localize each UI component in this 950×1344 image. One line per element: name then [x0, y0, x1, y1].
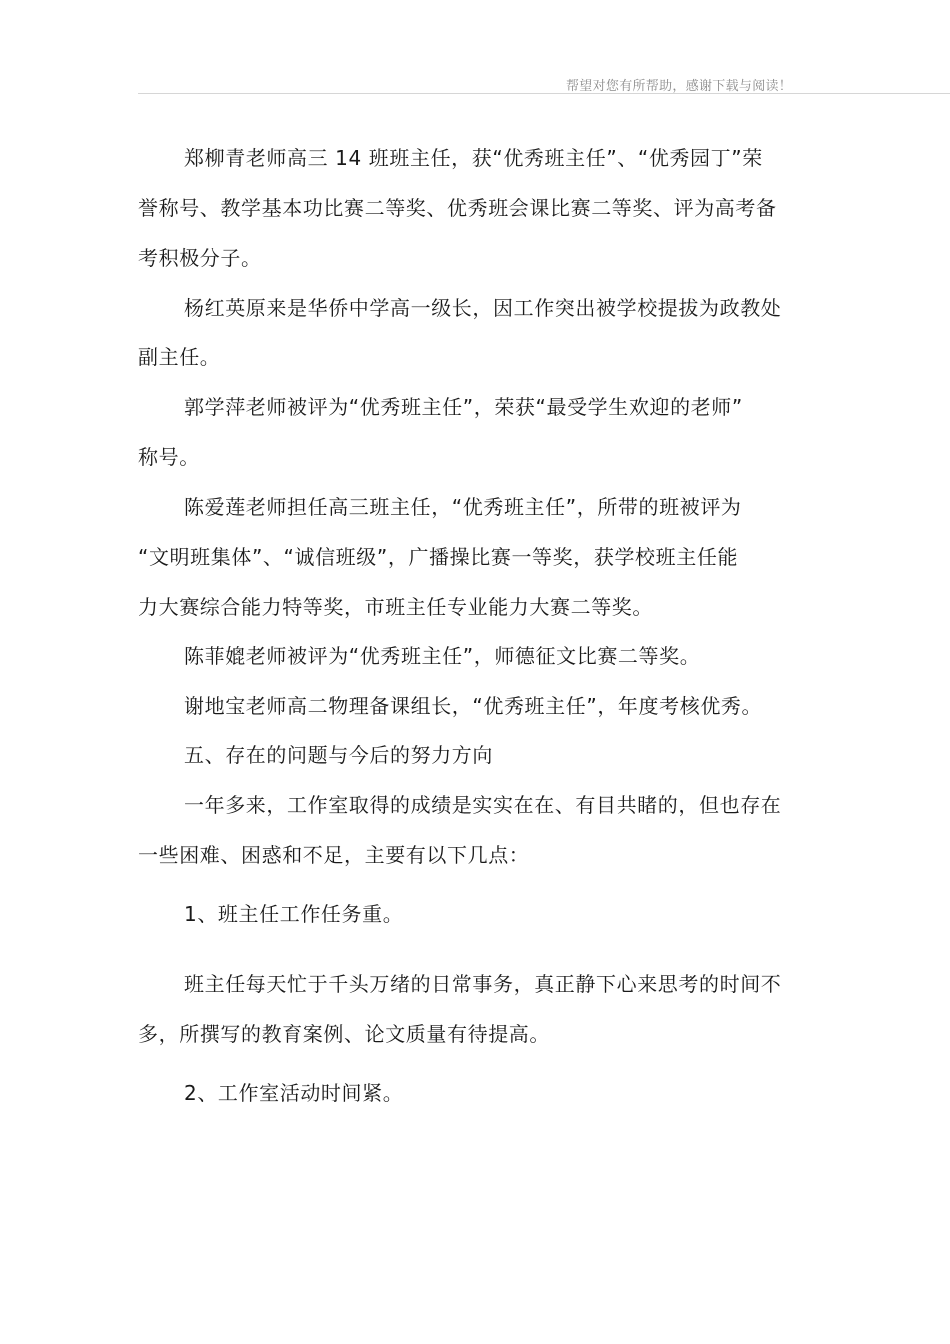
text-line: 谢地宝老师高二物理备课组长，“优秀班主任”，年度考核优秀。: [184, 694, 763, 718]
text-line: 称号。: [138, 445, 200, 469]
text-line: 郭学萍老师被评为“优秀班主任”，荣获“最受学生欢迎的老师”: [184, 395, 743, 419]
text-line: 考积极分子。: [138, 246, 262, 270]
text-line: 誉称号、教学基本功比赛二等奖、优秀班会课比赛二等奖、评为高考备: [138, 196, 777, 220]
text-line: 力大赛综合能力特等奖，市班主任专业能力大赛二等奖。: [138, 595, 653, 619]
list-item-heading: 2、工作室活动时间紧。: [184, 1081, 404, 1105]
text-line: 陈菲媲老师被评为“优秀班主任”，师德征文比赛二等奖。: [184, 644, 701, 668]
text-line: 班主任每天忙于千头万绪的日常事务，真正静下心来思考的时间不: [184, 972, 782, 996]
text-line: 多，所撰写的教育案例、论文质量有待提高。: [138, 1022, 550, 1046]
header-note: 帮望对您有所帮助，感谢下载与阅读！: [566, 79, 793, 94]
section-heading: 五、存在的问题与今后的努力方向: [184, 743, 493, 767]
text-line: 一些困难、困惑和不足，主要有以下几点：: [138, 843, 530, 867]
text-line: 郑柳青老师高三 14 班班主任，获“优秀班主任”、“优秀园丁”荣: [184, 146, 763, 170]
text-line: 副主任。: [138, 345, 221, 369]
list-item-heading: 1、班主任工作任务重。: [184, 902, 404, 926]
text-line: “文明班集体”、“诚信班级”，广播操比赛一等奖，获学校班主任能: [138, 545, 739, 569]
text-line: 一年多来，工作室取得的成绩是实实在在、有目共睹的，但也存在: [184, 793, 782, 817]
text-line: 杨红英原来是华侨中学高一级长，因工作突出被学校提拔为政教处: [184, 296, 782, 320]
text-line: 陈爱莲老师担任高三班主任，“优秀班主任”，所带的班被评为: [184, 495, 742, 519]
header-rule: [138, 93, 950, 94]
